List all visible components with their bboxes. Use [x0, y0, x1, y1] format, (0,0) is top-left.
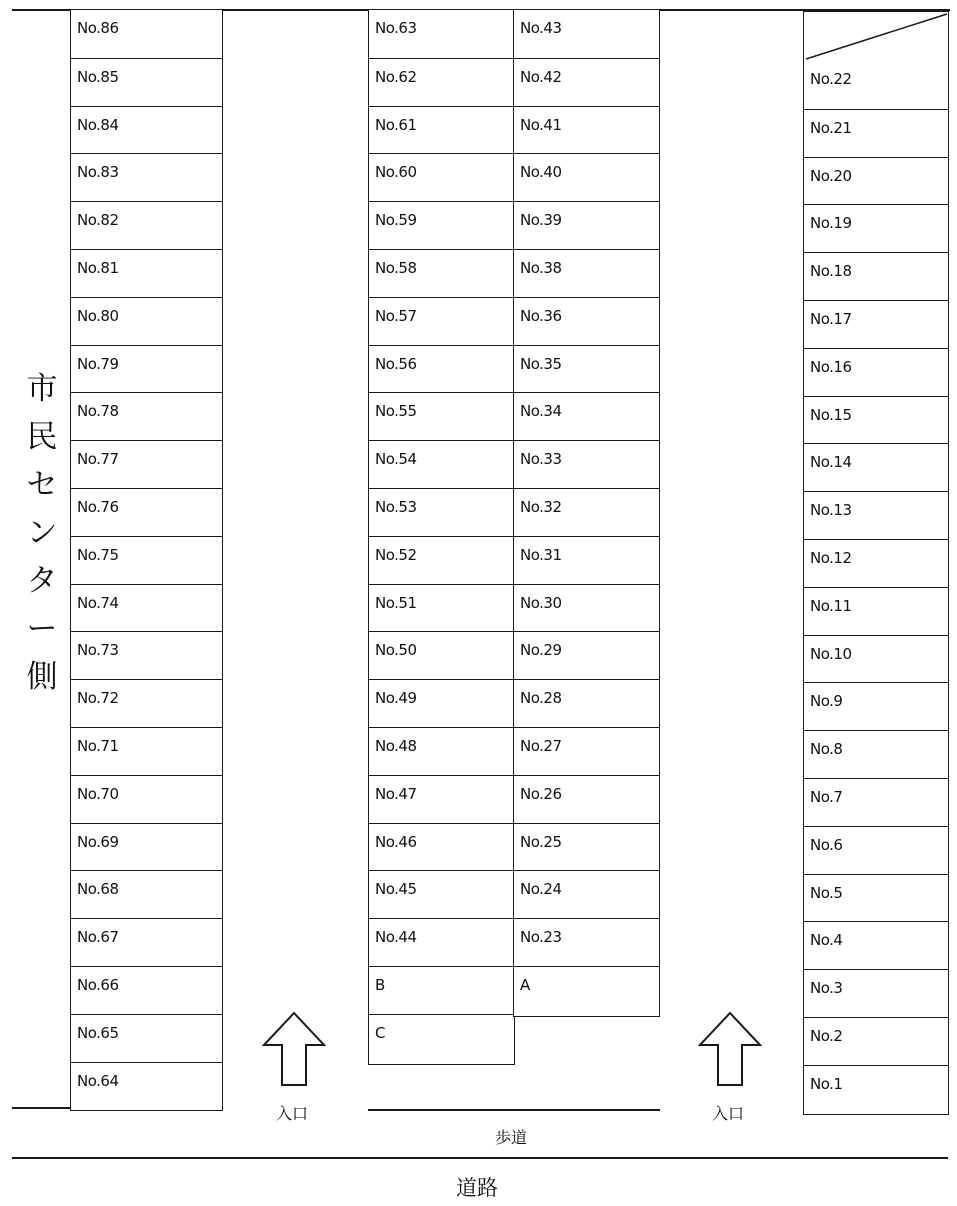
parking-slot-label: No.56 [375, 354, 417, 373]
entrance-arrow-right [698, 1011, 762, 1087]
parking-slot [71, 297, 222, 345]
parking-slot-label: No.61 [375, 115, 417, 134]
parking-slot [369, 201, 514, 249]
parking-slot [514, 106, 659, 154]
parking-slot-label: No.1 [810, 1074, 843, 1093]
parking-slot-label: No.74 [77, 593, 119, 612]
parking-slot [369, 775, 514, 823]
side-label-char: ー [26, 611, 58, 647]
parking-slot-label: No.16 [810, 357, 852, 376]
parking-slot [71, 10, 222, 58]
parking-slot-label: No.27 [520, 737, 562, 755]
side-label-char: 市 [26, 371, 58, 407]
parking-slot-label: No.69 [77, 832, 119, 851]
parking-column-middle-right [513, 9, 660, 1017]
parking-slot-label: B [375, 976, 385, 994]
parking-slot [514, 201, 659, 249]
parking-slot-label: No.18 [810, 262, 852, 281]
parking-slot-label: No.85 [77, 67, 119, 86]
parking-slot [804, 300, 948, 348]
parking-slot [514, 584, 659, 632]
parking-slot-label: No.36 [520, 306, 562, 325]
parking-slot-label: No.6 [810, 835, 843, 854]
parking-slot-label: No.30 [520, 593, 562, 612]
parking-slot [514, 153, 659, 201]
parking-slot [514, 488, 659, 536]
parking-slot [804, 61, 948, 109]
parking-slot-label: No.40 [520, 163, 562, 182]
parking-slot [71, 440, 222, 488]
parking-slot-label: No.29 [520, 641, 562, 660]
parking-slot [71, 201, 222, 249]
parking-slot [369, 1014, 514, 1062]
parking-slot [514, 392, 659, 440]
parking-column-left [70, 9, 223, 1111]
parking-slot-label: No.21 [810, 118, 852, 137]
parking-slot-label: No.73 [77, 641, 119, 660]
parking-slot [804, 682, 948, 730]
parking-slot [71, 153, 222, 201]
parking-slot [514, 536, 659, 584]
parking-slot-label: No.76 [77, 498, 119, 516]
parking-slot-label: No.51 [375, 593, 417, 612]
parking-slot [514, 249, 659, 297]
parking-slot-label: No.82 [77, 211, 119, 230]
parking-slot-label: No.41 [520, 115, 562, 134]
parking-slot-label: No.38 [520, 259, 562, 277]
parking-slot [369, 584, 514, 632]
parking-slot [369, 631, 514, 679]
parking-slot-label: No.46 [375, 832, 417, 851]
parking-slot [369, 106, 514, 154]
parking-slot-label: No.55 [375, 402, 417, 421]
side-label-char: タ [26, 563, 58, 599]
parking-slot [514, 345, 659, 393]
parking-slot [369, 58, 514, 106]
parking-slot [514, 679, 659, 727]
parking-slot [71, 584, 222, 632]
parking-slot [369, 823, 514, 871]
parking-slot [804, 635, 948, 683]
parking-slot-label: No.13 [810, 501, 852, 520]
entrance-label-left: 入口 [276, 1104, 309, 1123]
parking-slot [71, 392, 222, 440]
parking-slot [71, 536, 222, 584]
parking-slot [71, 106, 222, 154]
side-label-char: 側 [26, 659, 58, 695]
parking-slot [804, 1017, 948, 1065]
parking-slot-label: No.48 [375, 737, 417, 755]
parking-slot-label: No.45 [375, 880, 417, 899]
parking-slot [71, 966, 222, 1014]
parking-slot [71, 1014, 222, 1062]
parking-slot [804, 109, 948, 157]
parking-slot [514, 58, 659, 106]
parking-slot-label: No.7 [810, 788, 843, 806]
parking-slot-label: No.20 [810, 166, 852, 185]
parking-slot-label: No.32 [520, 498, 562, 516]
parking-slot [804, 157, 948, 205]
parking-slot [369, 488, 514, 536]
parking-slot [71, 679, 222, 727]
parking-slot [71, 488, 222, 536]
parking-slot-label: No.2 [810, 1027, 843, 1045]
parking-slot-label: No.33 [520, 450, 562, 469]
parking-slot [514, 10, 659, 58]
parking-slot-label: No.53 [375, 498, 417, 516]
parking-slot-label: No.71 [77, 737, 119, 755]
parking-slot [804, 826, 948, 874]
parking-slot-label: No.84 [77, 115, 119, 134]
parking-slot-label: No.79 [77, 354, 119, 373]
side-label-char: 民 [26, 419, 58, 455]
parking-slot [514, 297, 659, 345]
parking-slot [804, 1065, 948, 1113]
parking-slot-label: No.34 [520, 402, 562, 421]
parking-slot-label: No.66 [77, 976, 119, 994]
empty-slot-diagonal [804, 12, 948, 61]
parking-slot-label: No.17 [810, 310, 852, 328]
parking-slot-label: No.39 [520, 211, 562, 230]
parking-slot [71, 1062, 222, 1110]
parking-slot [369, 536, 514, 584]
parking-slot-label: No.64 [77, 1071, 119, 1090]
parking-slot [804, 539, 948, 587]
sidewalk-label: 歩道 [495, 1128, 528, 1147]
parking-slot [804, 778, 948, 826]
parking-slot [369, 918, 514, 966]
entrance-label-right: 入口 [712, 1104, 745, 1123]
sidewalk-line [368, 1109, 660, 1111]
parking-slot [804, 874, 948, 922]
parking-slot-label: No.28 [520, 689, 562, 708]
parking-slot-label: C [375, 1023, 385, 1042]
parking-slot-label: No.78 [77, 402, 119, 421]
parking-slot [369, 392, 514, 440]
parking-slot-label: No.24 [520, 880, 562, 899]
parking-slot [514, 775, 659, 823]
parking-slot-label: No.26 [520, 784, 562, 803]
parking-slot [514, 918, 659, 966]
parking-slot [71, 870, 222, 918]
parking-slot-label: No.86 [77, 19, 119, 37]
parking-slot-label: No.23 [520, 928, 562, 947]
parking-slot-label: No.63 [375, 19, 417, 37]
parking-slot [71, 631, 222, 679]
parking-slot-label: No.14 [810, 453, 852, 472]
parking-slot-label: No.49 [375, 689, 417, 708]
parking-slot [71, 727, 222, 775]
parking-slot-label: No.67 [77, 928, 119, 947]
civic-center-side-label [22, 365, 62, 701]
parking-slot [804, 252, 948, 300]
parking-slot-label: No.35 [520, 354, 562, 373]
parking-slot [369, 345, 514, 393]
parking-slot [369, 966, 514, 1014]
parking-slot [369, 153, 514, 201]
parking-slot [804, 921, 948, 969]
parking-slot-label: No.9 [810, 692, 843, 711]
parking-slot-label: No.65 [77, 1023, 119, 1042]
parking-slot [514, 823, 659, 871]
parking-slot-label: No.57 [375, 306, 417, 325]
parking-slot [804, 443, 948, 491]
parking-slot-label: No.15 [810, 405, 852, 424]
parking-slot-label: No.83 [77, 163, 119, 182]
parking-slot-label: No.42 [520, 67, 562, 86]
parking-slot-label: No.80 [77, 306, 119, 325]
parking-slot [804, 491, 948, 539]
road-line [12, 1157, 948, 1159]
parking-slot-label: No.11 [810, 596, 852, 615]
parking-slot [369, 10, 514, 58]
parking-slot [514, 966, 659, 1014]
parking-slot-label: No.4 [810, 931, 843, 950]
parking-slot-label: No.52 [375, 545, 417, 564]
parking-slot-label: No.31 [520, 545, 562, 564]
parking-slot-label: No.62 [375, 67, 417, 86]
parking-slot [804, 587, 948, 635]
parking-slot [369, 727, 514, 775]
parking-slot-label: No.68 [77, 880, 119, 899]
parking-slot [71, 345, 222, 393]
entrance-arrow-left [262, 1011, 326, 1087]
parking-slot-label: No.47 [375, 784, 417, 803]
parking-slot-label: No.50 [375, 641, 417, 660]
parking-slot-label: No.44 [375, 928, 417, 947]
parking-slot-label: No.54 [375, 450, 417, 469]
parking-slot-label: No.70 [77, 784, 119, 803]
parking-slot-label: No.8 [810, 740, 843, 759]
parking-slot [369, 870, 514, 918]
parking-slot-label: No.60 [375, 163, 417, 182]
parking-slot [71, 58, 222, 106]
side-label-char: ン [26, 515, 58, 551]
parking-slot-label: No.22 [810, 70, 852, 88]
parking-slot [514, 870, 659, 918]
parking-slot [514, 440, 659, 488]
parking-slot [71, 823, 222, 871]
parking-slot-label: No.12 [810, 549, 852, 567]
parking-slot [804, 730, 948, 778]
parking-slot [804, 348, 948, 396]
parking-slot-label: No.3 [810, 979, 843, 998]
parking-slot [369, 440, 514, 488]
parking-slot-label: No.77 [77, 450, 119, 469]
parking-slot-label: No.81 [77, 259, 119, 277]
parking-column-middle-left [368, 9, 515, 1065]
parking-slot-label: A [520, 976, 530, 994]
road-label: 道路 [456, 1176, 498, 1200]
parking-slot-label: No.43 [520, 19, 562, 37]
bottom-left-boundary [12, 1107, 72, 1109]
parking-slot [514, 631, 659, 679]
parking-slot-label: No.75 [77, 545, 119, 564]
parking-slot [71, 249, 222, 297]
parking-slot [369, 679, 514, 727]
parking-slot [369, 249, 514, 297]
parking-slot [369, 297, 514, 345]
parking-slot-label: No.58 [375, 259, 417, 277]
parking-slot-label: No.10 [810, 644, 852, 663]
parking-slot [71, 918, 222, 966]
parking-column-right [803, 11, 949, 1115]
parking-slot [804, 969, 948, 1017]
side-label-char: セ [26, 467, 58, 503]
parking-slot-label: No.72 [77, 689, 119, 708]
parking-slot [71, 775, 222, 823]
parking-slot [514, 727, 659, 775]
parking-slot [804, 396, 948, 444]
parking-slot-label: No.25 [520, 832, 562, 851]
parking-slot-label: No.59 [375, 211, 417, 230]
parking-slot-label: No.19 [810, 214, 852, 233]
parking-slot-label: No.5 [810, 883, 843, 902]
parking-slot [804, 204, 948, 252]
